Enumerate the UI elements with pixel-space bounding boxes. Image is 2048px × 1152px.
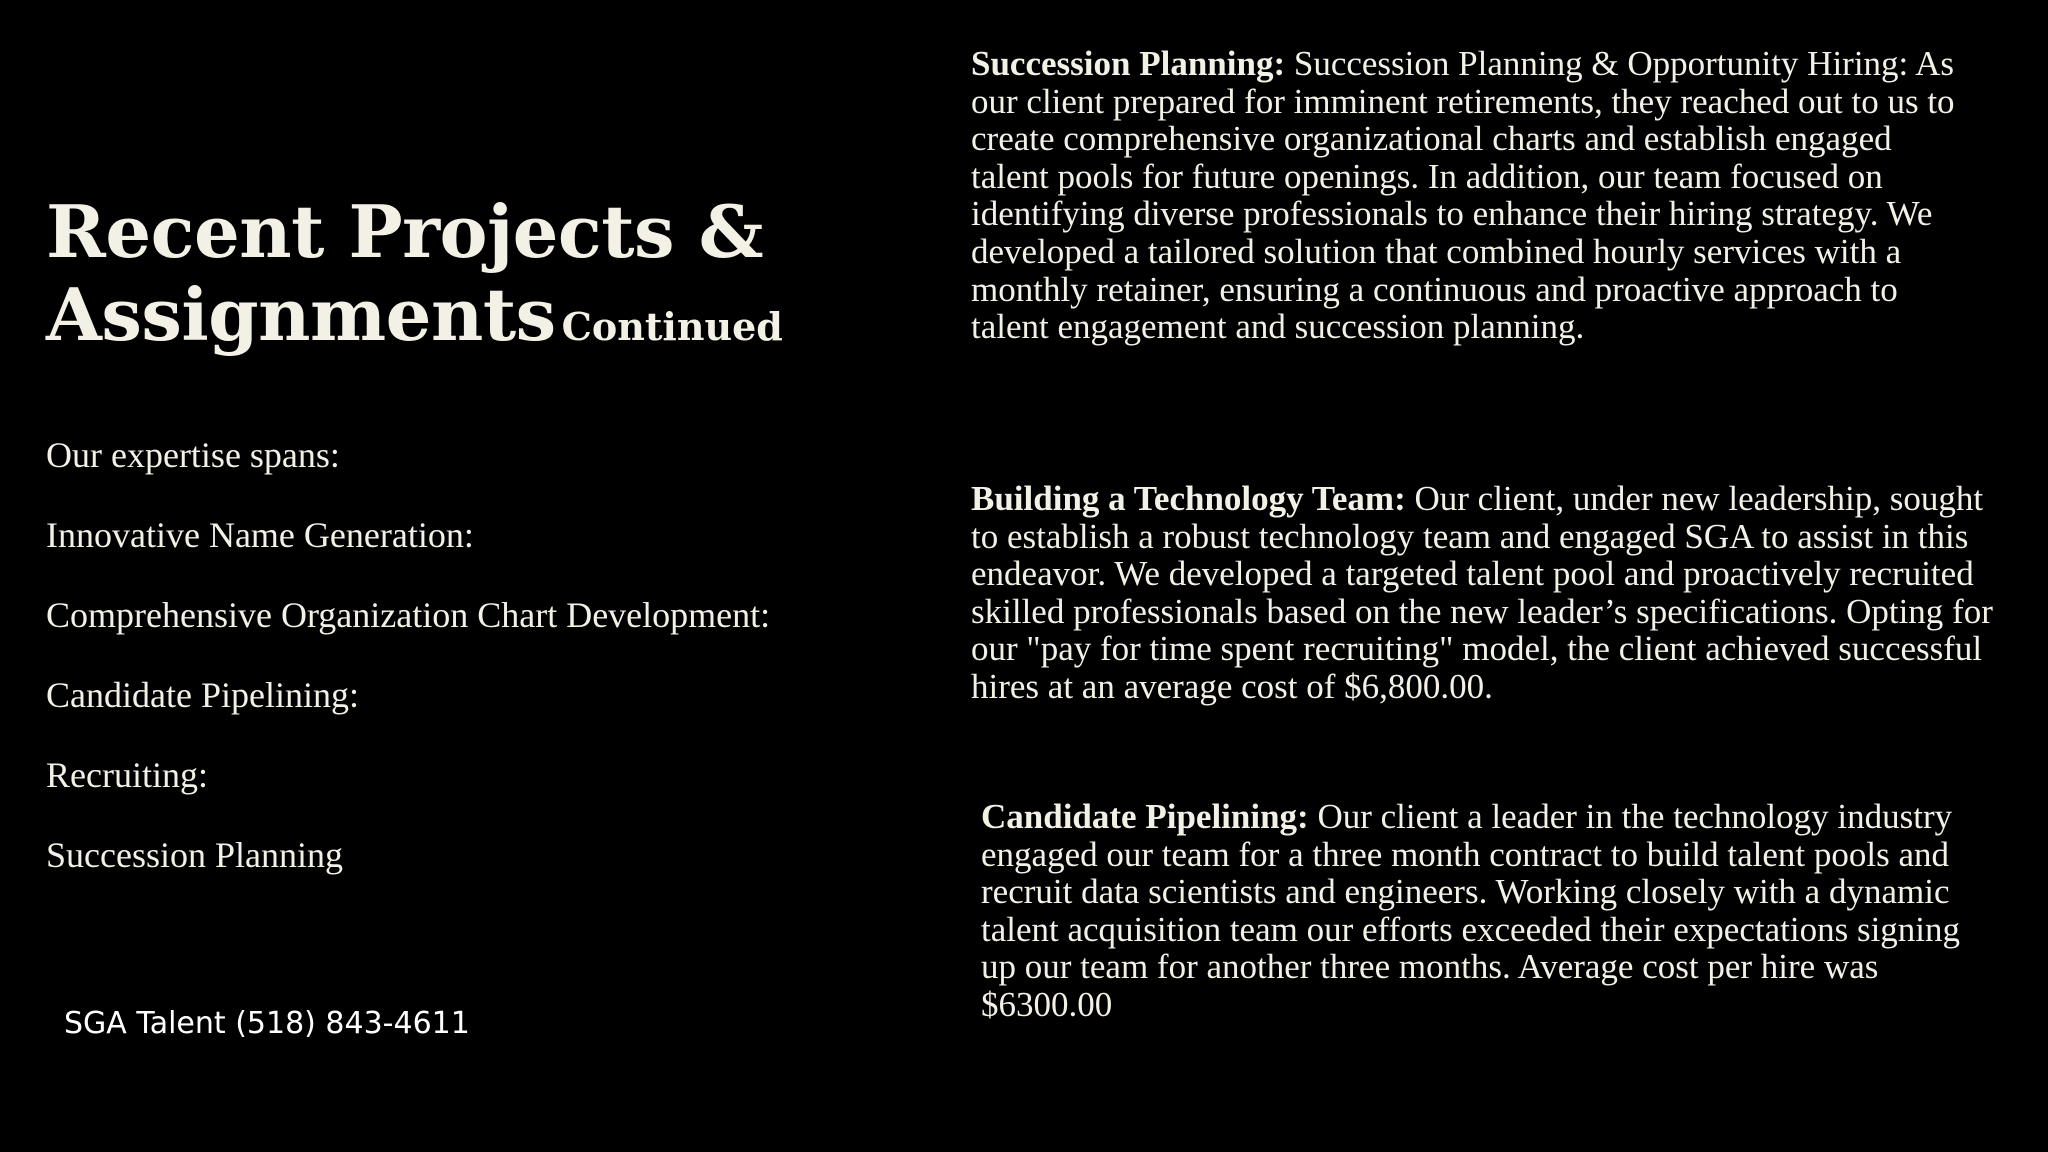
project-candidate-pipelining: [981, 798, 2001, 1024]
title-suffix: Continued: [561, 304, 783, 349]
project-succession-planning: [971, 45, 1971, 346]
expertise-intro: Our expertise spans:: [46, 435, 340, 475]
title-line-2-wrapper: [46, 273, 906, 368]
page-title: [46, 190, 906, 368]
project-body: Our client, under new leadership, sought to establish a robust technology team and engaged SGA to assist in this endeavor. We developed a targeted talent pool and proactively recruited skilled professionals based on the new leader’s specifications. Opting for our "pay for time spent recruiting" model, the client achieved successful hires at an average cost of $6,800.00.: [971, 479, 1993, 706]
project-heading: Succession Planning:: [971, 44, 1286, 83]
expertise-item: Innovative Name Generation:: [46, 515, 474, 555]
title-line-2: Assignments: [46, 272, 556, 357]
expertise-item: Candidate Pipelining:: [46, 675, 359, 715]
expertise-item: Recruiting:: [46, 755, 208, 795]
project-body: Our client a leader in the technology industry engaged our team for a three month contract to build talent pools and recruit data scientists and engineers. Working closely with a dynamic talent acquisition team our efforts exceeded their expectations signing up our team for another three months. Average cost per hire was $6300.00: [981, 797, 1961, 1024]
project-technology-team: [971, 480, 2001, 706]
expertise-item: Succession Planning: [46, 835, 343, 875]
expertise-item: Comprehensive Organization Chart Development:: [46, 595, 771, 635]
project-heading: Candidate Pipelining:: [981, 797, 1309, 836]
title-line-1: Recent Projects &: [46, 189, 764, 274]
project-body: Succession Planning & Opportunity Hiring: As our client prepared for imminent retirements, they reached out to us to create comprehensive organizational charts and establish engaged talent pools for future openings. In addition, our team focused on identifying diverse professionals to enhance their hiring strategy. We developed a tailored solution that combined hourly services with a monthly retainer, ensuring a continuous and proactive approach to talent engagement and succession planning.: [971, 44, 1955, 347]
footer-contact: SGA Talent (518) 843-4611: [64, 1006, 470, 1041]
expertise-list: [46, 435, 946, 915]
project-heading: Building a Technology Team:: [971, 479, 1406, 518]
